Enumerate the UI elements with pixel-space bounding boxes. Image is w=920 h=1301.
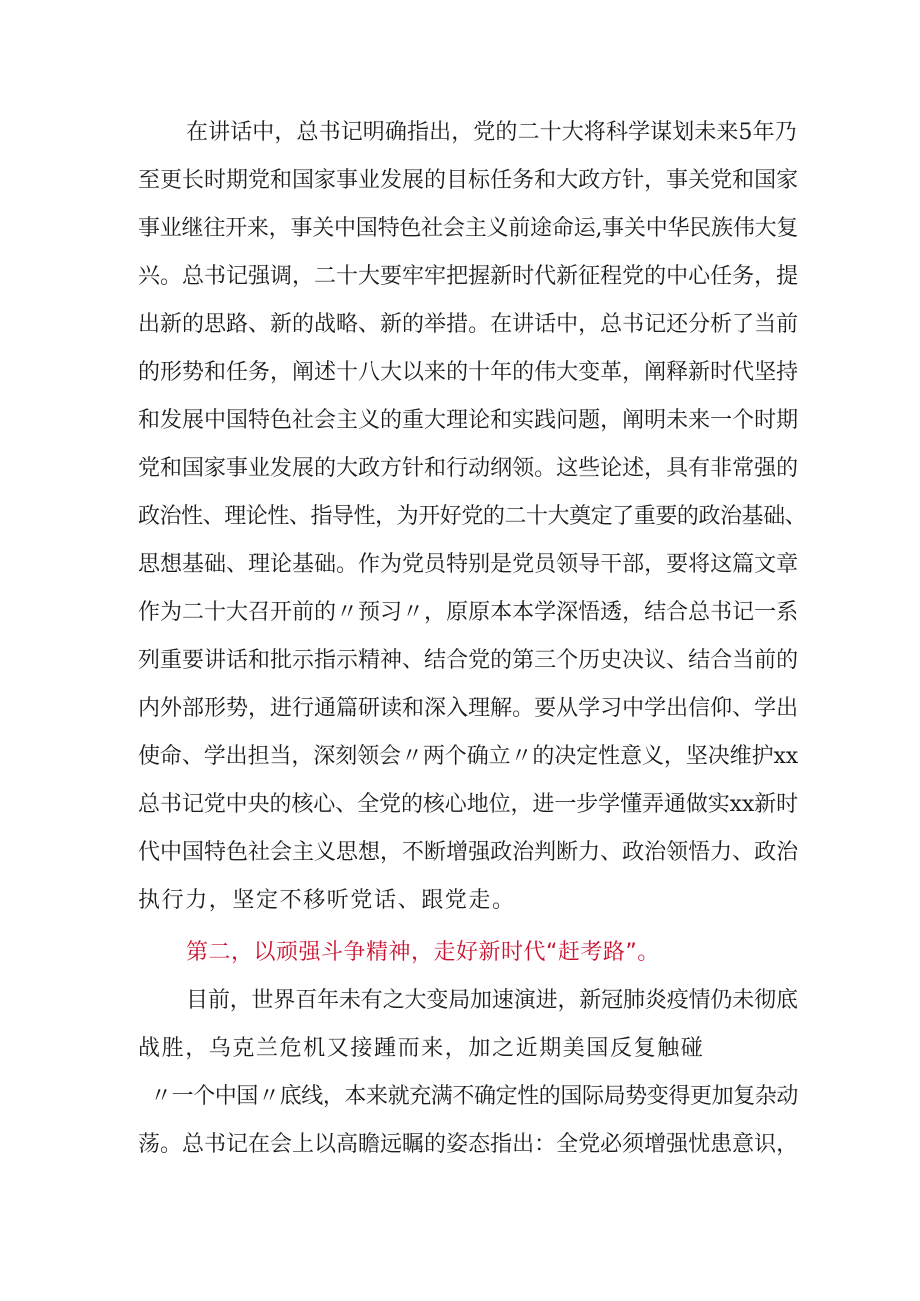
paragraph-2-line-1: 目前，世界百年未有之大变局加速演进，新冠肺炎疫情仍未彻底 [186, 988, 798, 1013]
paragraph-1-line-15: 总书记党中央的核心、全党的核心地位，进一步学懂弄通做实xx新时 [138, 792, 798, 817]
paragraph-1-line-14: 使命、学出担当，深刻领会〃两个确立〃的决定性意义，坚决维护xx [138, 744, 798, 769]
paragraph-1-line-11: 作为二十大召开前的〃预习〃，原原本本学深悟透，结合总书记一系 [138, 600, 798, 625]
paragraph-1-line-12: 列重要讲话和批示指示精神、结合党的第三个历史决议、结合当前的 [138, 648, 798, 673]
paragraph-1-line-16: 代中国特色社会主义思想，不断增强政治判断力、政治领悟力、政治 [138, 840, 798, 865]
paragraph-1-line-13: 内外部形势，进行通篇研读和深入理解。要从学习中学出信仰、学出 [138, 696, 798, 721]
paragraph-1-line-3: 事业继往开来，事关中国特色社会主义前途命运,事关中华民族伟大复 [138, 216, 798, 241]
paragraph-1-line-5: 出新的思路、新的战略、新的举措。在讲话中，总书记还分析了当前 [138, 312, 798, 337]
paragraph-1-line-2: 至更长时期党和国家事业发展的目标任务和大政方针，事关党和国家 [138, 168, 798, 193]
paragraph-2-line-3: 〃一个中国〃底线，本来就充满不确定性的国际局势变得更加复杂动 [150, 1084, 799, 1109]
paragraph-1-line-4: 兴。总书记强调，二十大要牢牢把握新时代新征程党的中心任务，提 [138, 264, 798, 289]
paragraph-1-line-7: 和发展中国特色社会主义的重大理论和实践问题，阐明未来一个时期 [138, 408, 798, 433]
paragraph-2-line-4: 荡。总书记在会上以高瞻远瞩的姿态指出：全党必须增强忧患意识， [138, 1132, 798, 1157]
paragraph-1-line-9: 政治性、理论性、指导性，为开好党的二十大奠定了重要的政治基础、 [138, 504, 806, 529]
paragraph-1-line-6: 的形势和任务，阐述十八大以来的十年的伟大变革，阐释新时代坚持 [138, 360, 798, 385]
section-heading: 第二，以顽强斗争精神，走好新时代“赶考路”。 [186, 940, 660, 965]
paragraph-2-line-2: 战胜，乌克兰危机又接踵而来，加之近期美国反复触碰 [138, 1036, 705, 1061]
paragraph-1-line-8: 党和国家事业发展的大政方针和行动纲领。这些论述，具有非常强的 [138, 456, 798, 481]
paragraph-1-line-10: 思想基础、理论基础。作为党员特别是党员领导干部，要将这篇文章 [138, 552, 798, 577]
paragraph-1-line-1: 在讲话中，总书记明确指出，党的二十大将科学谋划未来5年乃 [186, 120, 797, 145]
paragraph-1-line-17: 执行力，坚定不移听党话、跟党走。 [138, 888, 516, 913]
